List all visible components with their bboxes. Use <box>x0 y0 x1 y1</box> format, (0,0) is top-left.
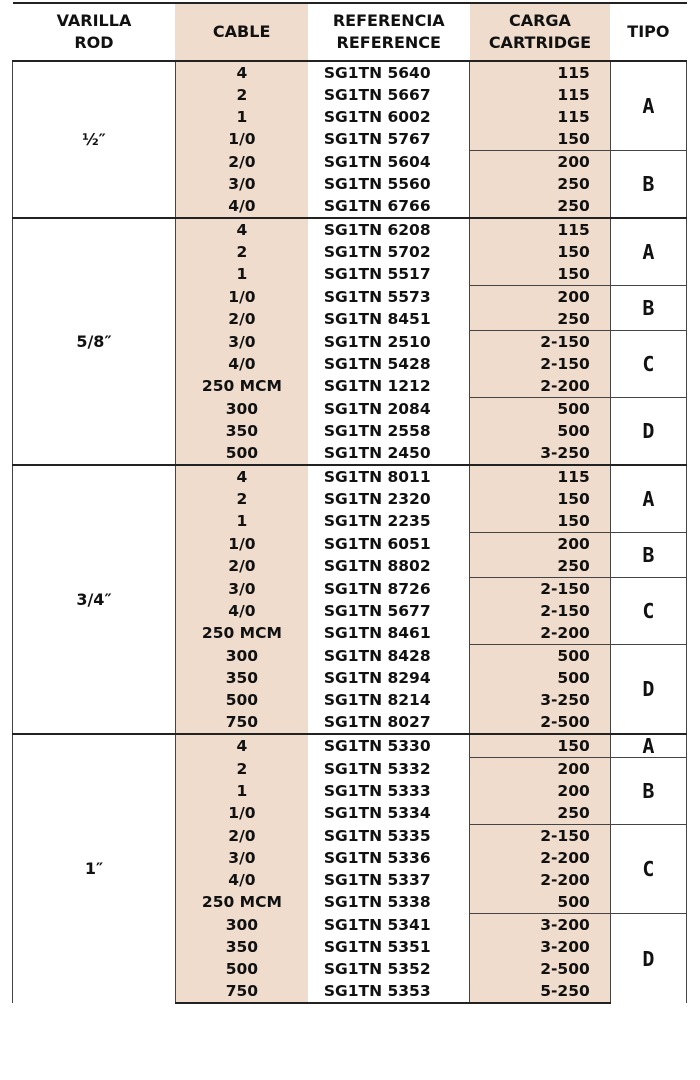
cable-size-cell: 2/0 <box>175 151 307 174</box>
reference-code-cell: SG1TN 5604 <box>323 152 431 171</box>
cartridge-cell: 3-250 <box>470 442 611 465</box>
cable-size-cell: 2/0 <box>175 555 307 578</box>
cable-size-cell: 500 <box>175 442 307 465</box>
cartridge-cell: 115 <box>470 106 611 128</box>
cable-size-cell: 2/0 <box>175 308 307 331</box>
cable-size-cell: 2 <box>175 241 307 263</box>
cartridge-cell: 500 <box>470 667 611 689</box>
reference-code-cell: SG1TN 5677 <box>323 602 431 620</box>
header-rod-en: ROD <box>74 33 114 52</box>
cable-size-cell: 250 MCM <box>175 375 307 398</box>
cartridge-cell: 200 <box>470 286 611 309</box>
cable-size-cell: 2 <box>175 84 307 106</box>
reference-code-cell: SG1TN 6208 <box>308 218 470 241</box>
cartridge-cell: 150 <box>470 734 611 758</box>
header-carga-en: CARTRIDGE <box>488 33 592 52</box>
cartridge-cell: 200 <box>470 758 611 781</box>
reference-code-cell: SG1TN 2320 <box>323 490 431 508</box>
cable-size-cell: 350 <box>175 420 307 442</box>
tipo-cell: C <box>610 825 686 914</box>
reference-code-cell: SG1TN 8011 <box>308 465 470 488</box>
cartridge-cell: 2-150 <box>470 600 611 622</box>
cartridge-cell: 2-200 <box>470 622 611 645</box>
reference-code-cell: SG1TN 5560 <box>323 175 431 193</box>
reference-code-cell: SG1TN 2235 <box>323 512 431 531</box>
reference-code-cell: SG1TN 5332 <box>323 759 431 778</box>
cartridge-cell: 3-200 <box>470 914 611 937</box>
cartridge-cell: 2-150 <box>470 331 611 354</box>
tipo-cell: D <box>610 398 686 466</box>
header-tipo: TIPO <box>610 3 686 61</box>
tipo-cell: B <box>610 151 686 219</box>
cartridge-cell: 250 <box>470 555 611 578</box>
reference-code-cell: SG1TN 5337 <box>323 871 431 889</box>
reference-code-cell: SG1TN 8294 <box>323 669 431 687</box>
cable-size-cell: 1 <box>175 106 307 128</box>
reference-code-cell: SG1TN 5573 <box>323 287 431 306</box>
cable-size-cell: 4/0 <box>175 195 307 218</box>
cable-size-cell: 1 <box>175 510 307 533</box>
cartridge-cell: 2-200 <box>470 869 611 891</box>
reference-code-cell: SG1TN 6051 <box>323 534 431 553</box>
cable-size-cell: 4 <box>175 465 307 488</box>
cable-size-cell: 750 <box>175 980 307 1003</box>
cable-size-cell: 2 <box>175 758 307 781</box>
cable-size-cell: 300 <box>175 398 307 421</box>
cable-size-cell: 4 <box>175 734 307 758</box>
cable-size-cell: 2 <box>175 488 307 510</box>
cartridge-cell: 150 <box>470 510 611 533</box>
reference-code-cell: SG1TN 6766 <box>323 197 431 215</box>
cable-size-cell: 4/0 <box>175 869 307 891</box>
tipo-cell: B <box>610 758 686 825</box>
header-referencia <box>308 3 470 61</box>
header-carga <box>470 3 611 61</box>
cartridge-cell: 115 <box>470 84 611 106</box>
header-referencia-es: REFERENCIA <box>332 11 445 30</box>
header-row <box>13 3 687 61</box>
reference-code-cell: SG1TN 8802 <box>323 557 431 576</box>
rod-size-cell: 3/4″ <box>13 465 176 734</box>
rod-cable-reference-table <box>12 2 687 1004</box>
cable-size-cell: 4/0 <box>175 353 307 375</box>
tipo-cell: C <box>610 578 686 645</box>
cable-size-cell: 3/0 <box>175 578 307 601</box>
cable-size-cell: 350 <box>175 936 307 958</box>
tipo-cell: C <box>610 331 686 398</box>
reference-code-cell: SG1TN 5335 <box>323 826 431 845</box>
tipo-cell: D <box>610 914 686 1004</box>
cartridge-cell: 5-250 <box>470 980 611 1003</box>
reference-code-cell: SG1TN 5338 <box>323 893 431 912</box>
reference-code-cell: SG1TN 5702 <box>323 243 431 261</box>
tipo-cell: B <box>610 533 686 578</box>
cable-size-cell: 250 MCM <box>175 622 307 645</box>
reference-code-cell: SG1TN 5334 <box>323 804 431 823</box>
reference-code-cell: SG1TN 2450 <box>323 444 431 462</box>
cartridge-cell: 150 <box>470 241 611 263</box>
cartridge-cell: 3-250 <box>470 689 611 711</box>
cartridge-cell: 250 <box>470 802 611 825</box>
cartridge-cell: 500 <box>470 891 611 914</box>
cartridge-cell: 150 <box>470 488 611 510</box>
cartridge-cell: 2-150 <box>470 353 611 375</box>
header-cable: CABLE <box>175 3 307 61</box>
cartridge-cell: 500 <box>470 398 611 421</box>
cable-size-cell: 1/0 <box>175 128 307 151</box>
tipo-cell: A <box>610 218 686 286</box>
cable-size-cell: 500 <box>175 689 307 711</box>
reference-code-cell: SG1TN 5517 <box>323 265 431 284</box>
reference-code-cell: SG1TN 5336 <box>323 849 431 867</box>
cartridge-cell: 2-150 <box>470 578 611 601</box>
cartridge-cell: 115 <box>470 218 611 241</box>
cable-size-cell: 4 <box>175 61 307 84</box>
table-row <box>13 734 687 758</box>
table-row <box>13 218 687 241</box>
cable-size-cell: 500 <box>175 958 307 980</box>
header-rod-es: VARILLA <box>56 11 132 30</box>
tipo-cell: A <box>610 61 686 151</box>
reference-code-cell: SG1TN 5640 <box>323 64 431 82</box>
reference-code-cell: SG1TN 8451 <box>323 310 431 329</box>
cable-size-cell: 1/0 <box>175 533 307 556</box>
cable-size-cell: 1/0 <box>175 286 307 309</box>
cartridge-cell: 500 <box>470 420 611 442</box>
cartridge-cell: 115 <box>470 465 611 488</box>
tipo-cell: D <box>610 645 686 735</box>
cable-size-cell: 1 <box>175 263 307 286</box>
reference-code-cell: SG1TN 5351 <box>323 938 431 956</box>
reference-code-cell: SG1TN 5341 <box>323 915 431 934</box>
reference-code-cell: SG1TN 6002 <box>323 108 431 126</box>
rod-size-cell: 5/8″ <box>13 218 176 465</box>
cartridge-cell: 3-200 <box>470 936 611 958</box>
reference-code-cell: SG1TN 8726 <box>323 579 431 598</box>
table-row <box>13 61 687 84</box>
reference-code-cell: SG1TN 2510 <box>323 332 431 351</box>
rod-size-cell: ½″ <box>13 61 176 218</box>
reference-code-cell: SG1TN 2558 <box>323 422 431 440</box>
cartridge-cell: 115 <box>470 61 611 84</box>
cartridge-cell: 250 <box>470 308 611 331</box>
header-referencia-en: REFERENCE <box>336 33 441 52</box>
cartridge-cell: 2-500 <box>470 958 611 980</box>
tipo-cell: A <box>610 465 686 533</box>
reference-code-cell: SG1TN 5667 <box>323 86 431 104</box>
reference-code-cell: SG1TN 5333 <box>323 782 431 800</box>
cable-size-cell: 4 <box>175 218 307 241</box>
cable-size-cell: 300 <box>175 914 307 937</box>
cable-size-cell: 750 <box>175 711 307 734</box>
reference-code-cell: SG1TN 5428 <box>323 355 431 373</box>
tipo-cell: A <box>610 734 686 758</box>
cable-size-cell: 3/0 <box>175 173 307 195</box>
rod-size-cell: 1″ <box>13 734 176 1003</box>
header-carga-es: CARGA <box>508 11 571 30</box>
cable-size-cell: 4/0 <box>175 600 307 622</box>
header-rod <box>13 3 176 61</box>
reference-code-cell: SG1TN 5767 <box>323 130 431 149</box>
cartridge-cell: 150 <box>470 263 611 286</box>
cartridge-cell: 150 <box>470 128 611 151</box>
cartridge-cell: 2-200 <box>470 847 611 869</box>
cable-size-cell: 2/0 <box>175 825 307 848</box>
cable-size-cell: 3/0 <box>175 331 307 354</box>
reference-code-cell: SG1TN 8461 <box>323 624 431 643</box>
cartridge-cell: 2-500 <box>470 711 611 734</box>
reference-code-cell: SG1TN 8027 <box>323 713 431 731</box>
cable-size-cell: 250 MCM <box>175 891 307 914</box>
reference-code-cell: SG1TN 5330 <box>308 734 470 758</box>
tipo-cell: B <box>610 286 686 331</box>
cartridge-cell: 500 <box>470 645 611 668</box>
cable-size-cell: 300 <box>175 645 307 668</box>
cartridge-cell: 2-150 <box>470 825 611 848</box>
table-row <box>13 465 687 488</box>
cable-size-cell: 1 <box>175 780 307 802</box>
cartridge-cell: 200 <box>470 780 611 802</box>
reference-code-cell: SG1TN 8214 <box>323 691 431 709</box>
cartridge-cell: 250 <box>470 173 611 195</box>
reference-code-cell: SG1TN 2084 <box>323 399 431 418</box>
cable-size-cell: 3/0 <box>175 847 307 869</box>
cartridge-cell: 2-200 <box>470 375 611 398</box>
cable-size-cell: 350 <box>175 667 307 689</box>
reference-code-cell: SG1TN 8428 <box>323 646 431 665</box>
table-body <box>13 61 687 1003</box>
reference-code-cell: SG1TN 5353 <box>308 980 470 1003</box>
reference-code-cell: SG1TN 1212 <box>323 377 431 396</box>
cartridge-cell: 200 <box>470 533 611 556</box>
reference-code-cell: SG1TN 5352 <box>323 960 431 978</box>
cable-size-cell: 1/0 <box>175 802 307 825</box>
cartridge-cell: 200 <box>470 151 611 174</box>
cartridge-cell: 250 <box>470 195 611 218</box>
